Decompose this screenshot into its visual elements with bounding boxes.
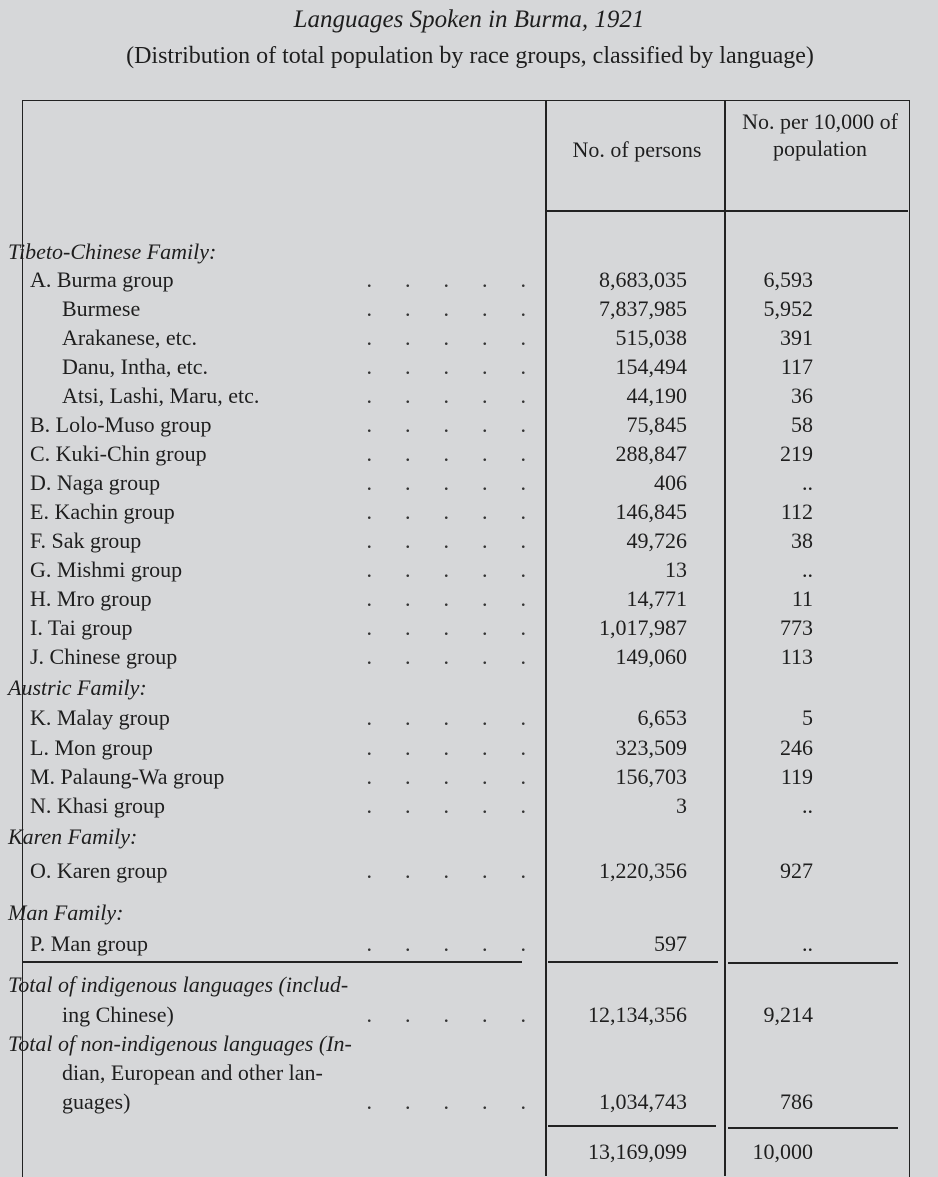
table-row [30, 294, 908, 323]
per-10000-value: 113 [780, 644, 813, 669]
dot-leader: . . . . . [366, 586, 526, 611]
dot-leader: . . . . . [366, 267, 526, 292]
persons-value: 406 [654, 470, 687, 495]
row-label: Tibeto-Chinese Family: [8, 239, 217, 264]
dot-leader: . . . . . [366, 383, 526, 408]
persons-value: 146,845 [615, 499, 687, 524]
persons-value: 597 [654, 931, 687, 956]
table-row [30, 929, 908, 958]
per-10000-value: 58 [791, 412, 813, 437]
row-label: F. Sak group [30, 528, 142, 553]
persons-value: 75,845 [626, 412, 687, 437]
dot-leader: . . . . . [366, 325, 526, 350]
table-row [30, 555, 908, 584]
rule [728, 962, 898, 964]
table-row [8, 1029, 908, 1058]
persons-value: 156,703 [615, 764, 687, 789]
persons-value: 12,134,356 [588, 1002, 687, 1027]
table-row [30, 265, 908, 294]
table-row [30, 468, 908, 497]
table-row [30, 791, 908, 820]
row-label: Danu, Intha, etc. [62, 354, 208, 379]
persons-value: 7,837,985 [599, 296, 687, 321]
per-10000-value: 9,214 [763, 1002, 813, 1027]
dot-leader: . . . . . [366, 858, 526, 883]
table-row [30, 762, 908, 791]
per-10000-value: 927 [780, 858, 813, 883]
row-label: O. Karen group [30, 858, 168, 883]
row-label: Total of non-indigenous languages (In- [8, 1031, 352, 1056]
per-10000-value: 5,952 [763, 296, 813, 321]
row-label: dian, European and other lan- [62, 1060, 323, 1085]
persons-value: 1,034,743 [599, 1089, 687, 1114]
row-label: D. Naga group [30, 470, 161, 495]
per-10000-value: 246 [780, 735, 813, 760]
per-10000-value: 5 [802, 705, 813, 730]
persons-value: 1,220,356 [599, 858, 687, 883]
persons-value: 49,726 [626, 528, 687, 553]
dot-leader: . . . . . [366, 499, 526, 524]
per-10000-value: 391 [780, 325, 813, 350]
table-row [30, 613, 908, 642]
table-row [30, 1000, 908, 1029]
dot-leader: . . . . . [366, 793, 526, 818]
row-label: ing Chinese) [62, 1002, 174, 1027]
dot-leader: . . . . . [366, 1089, 526, 1114]
table-row [8, 237, 908, 266]
per-10000-value: 117 [780, 354, 813, 379]
persons-value: 3 [676, 793, 687, 818]
per-10000-value: 36 [791, 383, 813, 408]
rule [22, 961, 522, 963]
row-label: C. Kuki-Chin group [30, 441, 207, 466]
dot-leader: . . . . . [366, 557, 526, 582]
row-label: Total of indigenous languages (includ- [8, 972, 349, 997]
per-10000-value: 219 [780, 441, 813, 466]
row-label: H. Mro group [30, 586, 152, 611]
per-10000-value: .. [802, 793, 813, 818]
row-label: J. Chinese group [30, 644, 178, 669]
table-row [30, 1058, 908, 1087]
persons-value: 13 [665, 557, 687, 582]
row-label: I. Tai group [30, 615, 133, 640]
table-row [30, 584, 908, 613]
row-label: G. Mishmi group [30, 557, 183, 582]
table-row [30, 381, 908, 410]
table-row [30, 733, 908, 762]
header-per-10000: No. per 10,000 of population [742, 109, 898, 161]
table-row [30, 526, 908, 555]
row-label: Burmese [62, 296, 141, 321]
table-row [8, 673, 908, 702]
persons-value: 288,847 [615, 441, 687, 466]
row-label: guages) [62, 1089, 131, 1114]
persons-value: 154,494 [615, 354, 687, 379]
persons-value: 44,190 [626, 383, 687, 408]
rule [728, 1127, 898, 1129]
persons-value: 8,683,035 [599, 267, 687, 292]
row-label: A. Burma group [30, 267, 174, 292]
table-row [30, 439, 908, 468]
table-row [30, 497, 908, 526]
rule [548, 1125, 716, 1127]
row-label: Karen Family: [8, 824, 138, 849]
per-10000-value: 773 [780, 615, 813, 640]
dot-leader: . . . . . [366, 1002, 526, 1027]
table-row [30, 1137, 908, 1166]
per-10000-value: 6,593 [763, 267, 813, 292]
dot-leader: . . . . . [366, 528, 526, 553]
per-10000-value: 786 [780, 1089, 813, 1114]
dot-leader: . . . . . [366, 931, 526, 956]
persons-value: 515,038 [615, 325, 687, 350]
table-row [30, 642, 908, 671]
dot-leader: . . . . . [366, 412, 526, 437]
row-label: B. Lolo-Muso group [30, 412, 212, 437]
row-label: Austric Family: [8, 675, 147, 700]
rule [548, 961, 718, 963]
per-10000-value: 38 [791, 528, 813, 553]
persons-value: 1,017,987 [599, 615, 687, 640]
row-label: Man Family: [8, 900, 124, 925]
dot-leader: . . . . . [366, 470, 526, 495]
row-label: M. Palaung-Wa group [30, 764, 225, 789]
persons-value: 149,060 [615, 644, 687, 669]
table-row [30, 352, 908, 381]
persons-value: 13,169,099 [588, 1139, 687, 1164]
row-label: E. Kachin group [30, 499, 175, 524]
dot-leader: . . . . . [366, 296, 526, 321]
per-10000-value: .. [802, 557, 813, 582]
table-row [30, 1087, 908, 1116]
table-row [30, 323, 908, 352]
dot-leader: . . . . . [366, 764, 526, 789]
table-row [8, 822, 908, 851]
header-rule [546, 210, 908, 212]
dot-leader: . . . . . [366, 705, 526, 730]
table-row [30, 703, 908, 732]
per-10000-value: 112 [780, 499, 813, 524]
dot-leader: . . . . . [366, 615, 526, 640]
per-10000-value: .. [802, 470, 813, 495]
persons-value: 6,653 [637, 705, 687, 730]
dot-leader: . . . . . [366, 354, 526, 379]
row-label: N. Khasi group [30, 793, 166, 818]
per-10000-value: .. [802, 931, 813, 956]
header-persons: No. of persons [572, 137, 702, 162]
table-row [8, 970, 908, 999]
table-row [30, 856, 908, 885]
table-row [30, 410, 908, 439]
per-10000-value: 119 [780, 764, 813, 789]
per-10000-value: 11 [791, 586, 813, 611]
row-label: Atsi, Lashi, Maru, etc. [62, 383, 260, 408]
persons-value: 14,771 [626, 586, 687, 611]
row-label: L. Mon group [30, 735, 153, 760]
table-title: Languages Spoken in Burma, 1921 [293, 6, 645, 33]
table-row [8, 898, 908, 927]
table-subtitle: (Distribution of total population by race groups, classified by language) [126, 43, 814, 69]
row-label: K. Malay group [30, 705, 170, 730]
dot-leader: . . . . . [366, 441, 526, 466]
dot-leader: . . . . . [366, 735, 526, 760]
dot-leader: . . . . . [366, 644, 526, 669]
row-label: P. Man group [30, 931, 148, 956]
per-10000-value: 10,000 [752, 1139, 813, 1164]
row-label: Arakanese, etc. [62, 325, 197, 350]
persons-value: 323,509 [615, 735, 687, 760]
